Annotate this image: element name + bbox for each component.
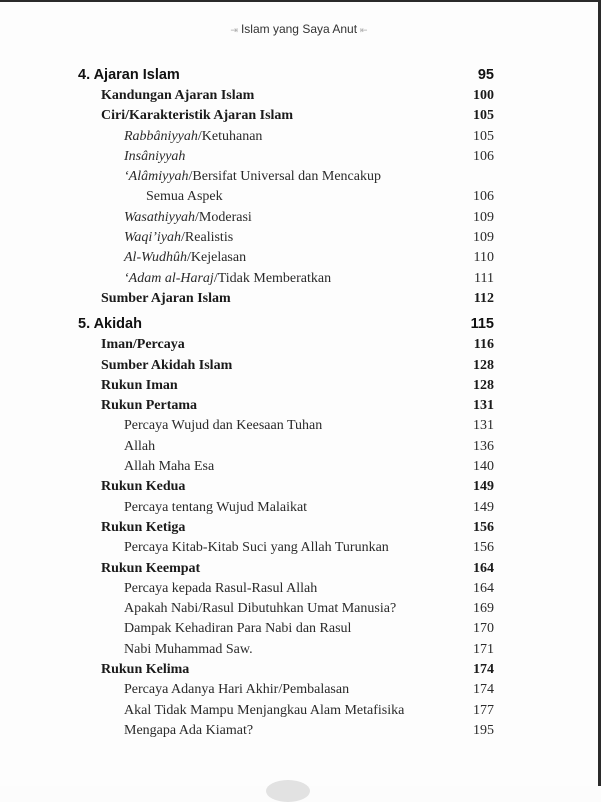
entry-italic-term: ‘Alâmiyyah (124, 169, 189, 185)
toc-chapter-4[interactable] (78, 64, 494, 86)
toc-subentry[interactable] (78, 127, 494, 147)
entry-title: /Kejelasan (187, 250, 247, 266)
entry-page: 128 (473, 377, 494, 393)
chapter-title: 4. Ajaran Islam (78, 67, 180, 83)
toc-subentry[interactable] (78, 416, 494, 436)
entry-page: 106 (473, 148, 494, 164)
entry-title: Percaya kepada Rasul-Rasul Allah (124, 580, 318, 596)
entry-page: 149 (473, 499, 494, 515)
entry-page: 171 (473, 641, 494, 657)
toc-subentry[interactable] (78, 599, 494, 619)
ornament-right-icon: ⇤ (360, 25, 368, 35)
toc-subentry[interactable] (78, 701, 494, 721)
page-footer-ornament-icon (266, 780, 310, 802)
entry-title: Apakah Nabi/Rasul Dibutuhkan Umat Manusia? (124, 601, 397, 617)
toc-entry[interactable] (78, 289, 494, 309)
entry-title: Allah (124, 438, 156, 454)
entry-title: Dampak Kehadiran Para Nabi dan Rasul (124, 621, 352, 637)
toc-subentry[interactable] (78, 619, 494, 639)
entry-title: Semua Aspek (146, 189, 223, 205)
toc-subentry[interactable] (78, 228, 494, 248)
entry-page: 111 (474, 270, 494, 286)
toc-entry[interactable] (78, 356, 494, 376)
entry-italic-term: Insâniyyah (124, 148, 186, 164)
entry-title: Rukun Ketiga (101, 519, 186, 535)
entry-page: 112 (473, 290, 494, 306)
ornament-left-icon: ⇥ (230, 25, 238, 35)
entry-page: 109 (473, 230, 494, 246)
entry-title: Rukun Kedua (101, 479, 186, 495)
entry-page: 156 (473, 540, 494, 556)
entry-page: 131 (473, 418, 494, 434)
entry-title: Akal Tidak Mampu Menjangkau Alam Metafisika (124, 702, 405, 718)
toc-subentry[interactable] (78, 721, 494, 741)
entry-italic-term: Rabbâniyyah (124, 128, 198, 144)
entry-page: 140 (473, 459, 494, 475)
entry-page: 105 (473, 128, 494, 144)
toc-subentry[interactable] (78, 437, 494, 457)
entry-page: 164 (473, 560, 494, 576)
entry-title: /Moderasi (195, 209, 252, 225)
table-of-contents (78, 64, 494, 741)
entry-page: 174 (473, 662, 494, 678)
entry-title: /Bersifat Universal dan Mencakup (188, 169, 381, 185)
entry-title: Rukun Iman (101, 377, 178, 393)
entry-page: 149 (473, 479, 494, 495)
entry-title: Iman/Percaya (101, 337, 185, 353)
entry-title: /Ketuhanan (197, 128, 263, 144)
chapter-title: 5. Akidah (78, 316, 142, 333)
toc-subentry[interactable] (78, 457, 494, 477)
toc-chapter-5[interactable] (78, 313, 494, 335)
entry-italic-term: Wasathiyyah (124, 209, 196, 225)
toc-entry[interactable] (78, 477, 494, 497)
entry-title: Nabi Muhammad Saw. (124, 641, 253, 657)
toc-entry[interactable] (78, 86, 494, 106)
entry-title: Kandungan Ajaran Islam (101, 88, 255, 103)
entry-page: 174 (473, 682, 494, 698)
toc-subentry-continuation[interactable] (78, 187, 494, 207)
entry-title: /Realistis (181, 230, 234, 246)
toc-entry[interactable] (78, 559, 494, 579)
toc-subentry[interactable] (78, 248, 494, 268)
toc-subentry[interactable] (78, 208, 494, 228)
entry-page: 105 (473, 108, 494, 124)
entry-title: Rukun Pertama (101, 398, 198, 414)
toc-entry[interactable] (78, 376, 494, 396)
entry-page: 156 (473, 519, 494, 535)
chapter-page: 115 (470, 316, 494, 333)
toc-subentry[interactable] (78, 498, 494, 518)
entry-italic-term: Al-Wudhûh (124, 250, 187, 266)
running-head (0, 22, 598, 36)
toc-subentry[interactable] (78, 680, 494, 700)
entry-page: 109 (473, 209, 494, 225)
entry-title: /Tidak Memberatkan (213, 270, 332, 286)
entry-italic-term: ‘Adam al-Haraj (124, 270, 214, 286)
entry-title: Percaya Adanya Hari Akhir/Pembalasan (124, 682, 350, 698)
toc-subentry[interactable] (78, 538, 494, 558)
entry-italic-term: Waqi’iyah (124, 230, 182, 246)
entry-title: Mengapa Ada Kiamat? (124, 722, 254, 738)
entry-title: Percaya Kitab-Kitab Suci yang Allah Turunkan (124, 540, 389, 556)
entry-title: Allah Maha Esa (124, 459, 215, 475)
toc-entry[interactable] (78, 106, 494, 126)
book-page (0, 2, 598, 786)
entry-page: 110 (473, 250, 494, 266)
entry-page: 164 (473, 580, 494, 596)
toc-subentry[interactable] (78, 579, 494, 599)
toc-entry[interactable] (78, 335, 494, 355)
entry-page: 128 (473, 357, 494, 373)
toc-subentry[interactable] (78, 167, 494, 187)
entry-title: Sumber Ajaran Islam (101, 290, 231, 306)
toc-entry[interactable] (78, 518, 494, 538)
toc-entry[interactable] (78, 660, 494, 680)
entry-page: 131 (473, 398, 494, 414)
toc-entry[interactable] (78, 396, 494, 416)
entry-title: Rukun Kelima (101, 662, 190, 678)
entry-page: 106 (473, 189, 494, 205)
entry-title: Percaya Wujud dan Keesaan Tuhan (124, 418, 323, 434)
entry-page: 195 (473, 722, 494, 738)
entry-page: 177 (473, 702, 494, 718)
toc-subentry[interactable] (78, 269, 494, 289)
entry-title: Rukun Keempat (101, 560, 201, 576)
entry-page: 136 (473, 438, 494, 454)
entry-page: 170 (473, 621, 494, 637)
entry-title: Percaya tentang Wujud Malaikat (124, 499, 308, 515)
entry-title: Sumber Akidah Islam (101, 357, 233, 373)
running-head-title: Islam yang Saya Anut (240, 22, 358, 36)
entry-page: 169 (473, 601, 494, 617)
entry-title: Ciri/Karakteristik Ajaran Islam (101, 108, 294, 124)
toc-subentry[interactable] (78, 640, 494, 660)
entry-page: 116 (473, 337, 494, 353)
chapter-page: 95 (477, 67, 494, 83)
toc-subentry[interactable] (78, 147, 494, 167)
entry-page: 100 (473, 88, 494, 103)
